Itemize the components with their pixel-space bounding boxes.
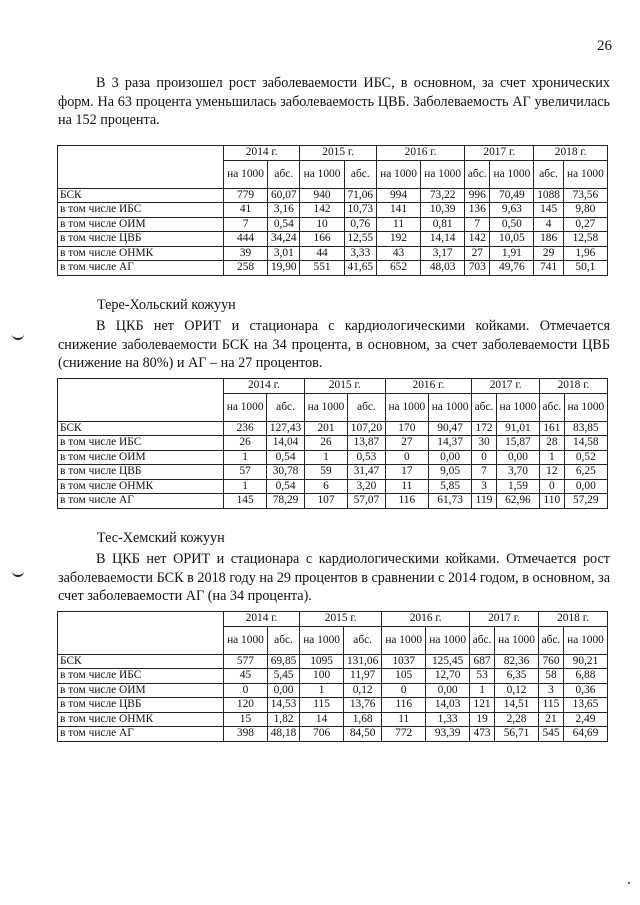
year-header: 2014 г. <box>224 612 300 627</box>
table-cell: 62,96 <box>496 494 539 509</box>
table-cell: 398 <box>224 727 268 742</box>
sub-header: абс. <box>470 626 495 654</box>
sub-header: абс. <box>344 626 382 654</box>
table-cell: 29 <box>534 246 563 261</box>
table-cell: 12,55 <box>344 232 376 247</box>
table-row <box>58 246 608 261</box>
table-cell: 3 <box>472 479 497 494</box>
table-cell: 19 <box>470 712 495 727</box>
table-cell: 3,33 <box>344 246 376 261</box>
table-row <box>58 450 608 465</box>
table-cell: 53 <box>470 669 495 684</box>
table-cell: 0,54 <box>267 450 305 465</box>
table-cell: 0,36 <box>563 683 607 698</box>
table-cell: 170 <box>385 421 428 436</box>
row-label: в том числе ОНМК <box>58 246 224 261</box>
table-cell: 9,80 <box>563 203 607 218</box>
table-cell: 1,68 <box>344 712 382 727</box>
table-row <box>58 727 608 742</box>
table-cell: 0 <box>472 450 497 465</box>
table-cell: 28 <box>540 436 565 451</box>
sub-header: абс. <box>534 160 563 188</box>
table-cell: 127,43 <box>267 421 305 436</box>
table-row <box>58 203 608 218</box>
table-row <box>58 232 608 247</box>
table-cell: 115 <box>539 698 564 713</box>
table-cell: 545 <box>539 727 564 742</box>
table-cell: 1,59 <box>496 479 539 494</box>
row-label: в том числе ЦВБ <box>58 698 224 713</box>
sub-header: абс. <box>268 160 300 188</box>
sub-header: абс. <box>465 160 490 188</box>
row-label: БСК <box>58 188 224 203</box>
sub-header: на 1000 <box>376 160 420 188</box>
table-cell: 73,56 <box>563 188 607 203</box>
table-cell: 444 <box>224 232 268 247</box>
table-cell: 706 <box>300 727 344 742</box>
table-cell: 107,20 <box>348 421 386 436</box>
row-label: в том числе АГ <box>58 494 224 509</box>
sub-header: на 1000 <box>224 626 268 654</box>
year-header: 2016 г. <box>376 146 464 161</box>
table-corner <box>58 612 224 655</box>
year-header: 2017 г. <box>465 146 534 161</box>
table-cell: 2,28 <box>495 712 539 727</box>
table-cell: 31,47 <box>348 465 386 480</box>
table-cell: 473 <box>470 727 495 742</box>
table-cell: 14,03 <box>426 698 470 713</box>
sub-header: на 1000 <box>300 626 344 654</box>
table-cell: 48,03 <box>421 261 465 276</box>
table-corner <box>58 379 224 422</box>
table-cell: 0,54 <box>267 479 305 494</box>
table-cell: 125,45 <box>426 654 470 669</box>
page-number: 26 <box>597 38 612 54</box>
table-cell: 6,25 <box>564 465 607 480</box>
sub-header: на 1000 <box>385 393 428 421</box>
table-cell: 166 <box>300 232 344 247</box>
table-cell: 6 <box>304 479 347 494</box>
year-header: 2015 г. <box>300 612 382 627</box>
table-region-1 <box>57 145 608 276</box>
table-cell: 69,85 <box>267 654 299 669</box>
year-header: 2018 г. <box>540 379 608 394</box>
table-cell: 14,58 <box>564 436 607 451</box>
section-paragraph-tes-khem <box>58 550 610 606</box>
table-row <box>58 479 608 494</box>
table-cell: 50,1 <box>563 261 607 276</box>
table-cell: 3,17 <box>421 246 465 261</box>
table-cell: 0,00 <box>267 683 299 698</box>
section-text-tere-khol: В ЦКБ нет ОРИТ и стационара с кардиологическими койками. Отмечается снижение заболеваемости БСК на 34 процента, в основном, за счет заболеваемости ЦВБ (снижение на 80%) и АГ – на 27 процентов. <box>58 318 610 371</box>
table-cell: 119 <box>472 494 497 509</box>
table-cell: 14,14 <box>421 232 465 247</box>
row-label: в том числе ИБС <box>58 669 224 684</box>
table-cell: 84,50 <box>344 727 382 742</box>
table-cell: 0,81 <box>421 217 465 232</box>
table-cell: 26 <box>304 436 347 451</box>
sub-header: абс. <box>267 393 305 421</box>
table-row <box>58 683 608 698</box>
row-label: БСК <box>58 654 224 669</box>
sub-header: абс. <box>472 393 497 421</box>
table-cell: 41 <box>224 203 268 218</box>
table-row <box>58 494 608 509</box>
table-cell: 57,29 <box>564 494 607 509</box>
sub-header: абс. <box>344 160 376 188</box>
table-cell: 93,39 <box>426 727 470 742</box>
table-cell: 73,22 <box>421 188 465 203</box>
table-cell: 45 <box>224 669 268 684</box>
table-cell: 0,00 <box>564 479 607 494</box>
section-text-tes-khem: В ЦКБ нет ОРИТ и стационара с кардиологическими койками. Отмечается рост заболеваемости БСК в 2018 году на 29 процентов в сравнении с 2014 годом, в основном, за счет заболеваемости АГ (на 34 процента). <box>58 551 610 604</box>
table-cell: 26 <box>224 436 267 451</box>
table-cell: 10 <box>300 217 344 232</box>
scan-speck <box>628 882 630 884</box>
sub-header: на 1000 <box>224 160 268 188</box>
table-cell: 577 <box>224 654 268 669</box>
table-cell: 64,69 <box>563 727 607 742</box>
table-cell: 687 <box>470 654 495 669</box>
year-header: 2015 г. <box>304 379 385 394</box>
table-cell: 12 <box>540 465 565 480</box>
table-cell: 141 <box>376 203 420 218</box>
table-row <box>58 436 608 451</box>
year-header: 2014 г. <box>224 379 305 394</box>
row-label: в том числе ЦВБ <box>58 232 224 247</box>
table-row <box>58 465 608 480</box>
sub-header: на 1000 <box>563 160 607 188</box>
table-cell: 145 <box>534 203 563 218</box>
table-cell: 551 <box>300 261 344 276</box>
table-row <box>58 669 608 684</box>
table-cell: 1 <box>300 683 344 698</box>
table-cell: 1 <box>224 479 267 494</box>
table-cell: 121 <box>470 698 495 713</box>
table-cell: 107 <box>304 494 347 509</box>
sub-header: на 1000 <box>496 393 539 421</box>
table-cell: 5,45 <box>267 669 299 684</box>
table-cell: 3 <box>539 683 564 698</box>
sub-header: на 1000 <box>563 626 607 654</box>
table-cell: 186 <box>534 232 563 247</box>
table-cell: 0,52 <box>564 450 607 465</box>
margin-mark <box>12 332 24 340</box>
table-cell: 110 <box>540 494 565 509</box>
table-cell: 60,07 <box>268 188 300 203</box>
table-cell: 12,70 <box>426 669 470 684</box>
sub-header: на 1000 <box>495 626 539 654</box>
table-cell: 1 <box>540 450 565 465</box>
table-cell: 83,85 <box>564 421 607 436</box>
sub-header: на 1000 <box>304 393 347 421</box>
sub-header: на 1000 <box>224 393 267 421</box>
table-cell: 17 <box>385 465 428 480</box>
table-cell: 120 <box>224 698 268 713</box>
row-label: в том числе АГ <box>58 727 224 742</box>
table-cell: 14,04 <box>267 436 305 451</box>
table-cell: 779 <box>224 188 268 203</box>
table-cell: 27 <box>385 436 428 451</box>
table-cell: 15 <box>224 712 268 727</box>
table-cell: 172 <box>472 421 497 436</box>
year-header: 2016 г. <box>382 612 470 627</box>
table-cell: 1037 <box>382 654 426 669</box>
table-cell: 0,54 <box>268 217 300 232</box>
table-cell: 48,18 <box>267 727 299 742</box>
table-cell: 34,24 <box>268 232 300 247</box>
table-cell: 70,49 <box>490 188 534 203</box>
table-cell: 7 <box>465 217 490 232</box>
table-row <box>58 188 608 203</box>
intro-paragraph <box>58 74 610 130</box>
table-row <box>58 698 608 713</box>
table-cell: 1088 <box>534 188 563 203</box>
table-cell: 652 <box>376 261 420 276</box>
table-row <box>58 654 608 669</box>
table-cell: 3,20 <box>348 479 386 494</box>
table-cell: 201 <box>304 421 347 436</box>
table-cell: 13,87 <box>348 436 386 451</box>
table-cell: 14,53 <box>267 698 299 713</box>
table-cell: 1 <box>304 450 347 465</box>
table-cell: 703 <box>465 261 490 276</box>
sub-header: абс. <box>540 393 565 421</box>
table-corner <box>58 146 224 189</box>
table-cell: 90,21 <box>563 654 607 669</box>
table-cell: 56,71 <box>495 727 539 742</box>
table-cell: 78,29 <box>267 494 305 509</box>
table-cell: 9,05 <box>428 465 471 480</box>
table-cell: 131,06 <box>344 654 382 669</box>
table-cell: 43 <box>376 246 420 261</box>
table-cell: 10,73 <box>344 203 376 218</box>
table-cell: 0 <box>540 479 565 494</box>
table-cell: 142 <box>300 203 344 218</box>
table-cell: 0,00 <box>428 450 471 465</box>
sub-header: на 1000 <box>428 393 471 421</box>
table-cell: 0,12 <box>495 683 539 698</box>
section-paragraph-tere-khol <box>58 317 610 373</box>
table-cell: 1,91 <box>490 246 534 261</box>
intro-text: В 3 раза произошел рост заболеваемости ИБС, в основном, за счет хронических форм. На 63 процента уменьшилась заболеваемость ЦВБ. Заболеваемость АГ увеличилась на 152 процента. <box>58 75 610 128</box>
table-row <box>58 217 608 232</box>
table-cell: 41,65 <box>344 261 376 276</box>
table-cell: 1095 <box>300 654 344 669</box>
sub-header: абс. <box>539 626 564 654</box>
table-cell: 39 <box>224 246 268 261</box>
year-header: 2018 г. <box>534 146 608 161</box>
table-cell: 30,78 <box>267 465 305 480</box>
table-cell: 7 <box>224 217 268 232</box>
table-cell: 10,39 <box>421 203 465 218</box>
table-cell: 0 <box>224 683 268 698</box>
table-cell: 105 <box>382 669 426 684</box>
table-cell: 82,36 <box>495 654 539 669</box>
table-cell: 100 <box>300 669 344 684</box>
table-cell: 6,88 <box>563 669 607 684</box>
table-cell: 0,00 <box>426 683 470 698</box>
row-label: в том числе ОНМК <box>58 479 224 494</box>
table-cell: 760 <box>539 654 564 669</box>
table-cell: 5,85 <box>428 479 471 494</box>
table-cell: 2,49 <box>563 712 607 727</box>
table-cell: 0,27 <box>563 217 607 232</box>
table-region-3 <box>57 611 608 742</box>
row-label: в том числе ОИМ <box>58 683 224 698</box>
table-cell: 90,47 <box>428 421 471 436</box>
table-cell: 11 <box>385 479 428 494</box>
table-cell: 1 <box>224 450 267 465</box>
table-cell: 741 <box>534 261 563 276</box>
table-cell: 0,76 <box>344 217 376 232</box>
section-heading-tes-khem: Тес-Хемский кожуун <box>97 530 225 546</box>
table-cell: 14,37 <box>428 436 471 451</box>
table-cell: 0,00 <box>496 450 539 465</box>
sub-header: на 1000 <box>426 626 470 654</box>
table-cell: 994 <box>376 188 420 203</box>
table-region-2 <box>57 378 608 509</box>
row-label: в том числе ИБС <box>58 436 224 451</box>
table-cell: 11 <box>382 712 426 727</box>
table-cell: 1,96 <box>563 246 607 261</box>
year-header: 2016 г. <box>385 379 472 394</box>
table-cell: 21 <box>539 712 564 727</box>
table-cell: 3,16 <box>268 203 300 218</box>
year-header: 2017 г. <box>470 612 539 627</box>
table-cell: 236 <box>224 421 267 436</box>
table-cell: 11 <box>376 217 420 232</box>
year-header: 2017 г. <box>472 379 540 394</box>
table-cell: 14,51 <box>495 698 539 713</box>
year-header: 2018 г. <box>539 612 608 627</box>
table-cell: 6,35 <box>495 669 539 684</box>
table-cell: 115 <box>300 698 344 713</box>
table-cell: 14 <box>300 712 344 727</box>
margin-mark <box>12 569 24 577</box>
table-cell: 3,70 <box>496 465 539 480</box>
sub-header: абс. <box>267 626 299 654</box>
table-cell: 161 <box>540 421 565 436</box>
table-cell: 0 <box>385 450 428 465</box>
table-cell: 19,90 <box>268 261 300 276</box>
table-cell: 13,76 <box>344 698 382 713</box>
table-cell: 142 <box>465 232 490 247</box>
table-cell: 12,58 <box>563 232 607 247</box>
table-cell: 10,05 <box>490 232 534 247</box>
row-label: БСК <box>58 421 224 436</box>
row-label: в том числе ОНМК <box>58 712 224 727</box>
sub-header: на 1000 <box>490 160 534 188</box>
table-cell: 0,50 <box>490 217 534 232</box>
table-cell: 116 <box>382 698 426 713</box>
table-cell: 0,53 <box>348 450 386 465</box>
table-cell: 116 <box>385 494 428 509</box>
table-cell: 15,87 <box>496 436 539 451</box>
table-cell: 1,33 <box>426 712 470 727</box>
table-row <box>58 261 608 276</box>
table-cell: 0 <box>382 683 426 698</box>
row-label: в том числе АГ <box>58 261 224 276</box>
table-cell: 3,01 <box>268 246 300 261</box>
table-cell: 44 <box>300 246 344 261</box>
table-cell: 59 <box>304 465 347 480</box>
sub-header: на 1000 <box>421 160 465 188</box>
table-cell: 996 <box>465 188 490 203</box>
row-label: в том числе ЦВБ <box>58 465 224 480</box>
table-cell: 58 <box>539 669 564 684</box>
table-cell: 1 <box>470 683 495 698</box>
table-cell: 71,06 <box>344 188 376 203</box>
row-label: в том числе ОИМ <box>58 450 224 465</box>
table-cell: 136 <box>465 203 490 218</box>
table-cell: 27 <box>465 246 490 261</box>
table-cell: 49,76 <box>490 261 534 276</box>
table-cell: 61,73 <box>428 494 471 509</box>
table-cell: 940 <box>300 188 344 203</box>
sub-header: на 1000 <box>564 393 607 421</box>
table-cell: 7 <box>472 465 497 480</box>
year-header: 2015 г. <box>300 146 376 161</box>
table-cell: 258 <box>224 261 268 276</box>
table-cell: 57,07 <box>348 494 386 509</box>
table-cell: 9,63 <box>490 203 534 218</box>
sub-header: абс. <box>348 393 386 421</box>
table-row <box>58 712 608 727</box>
table-cell: 4 <box>534 217 563 232</box>
row-label: в том числе ИБС <box>58 203 224 218</box>
table-cell: 1,82 <box>267 712 299 727</box>
table-cell: 13,65 <box>563 698 607 713</box>
table-cell: 91,01 <box>496 421 539 436</box>
table-cell: 30 <box>472 436 497 451</box>
year-header: 2014 г. <box>224 146 300 161</box>
table-cell: 0,12 <box>344 683 382 698</box>
table-cell: 192 <box>376 232 420 247</box>
table-cell: 772 <box>382 727 426 742</box>
section-heading-tere-khol: Тере-Хольский кожуун <box>97 297 236 313</box>
sub-header: на 1000 <box>382 626 426 654</box>
table-row <box>58 421 608 436</box>
table-cell: 11,97 <box>344 669 382 684</box>
row-label: в том числе ОИМ <box>58 217 224 232</box>
sub-header: на 1000 <box>300 160 344 188</box>
table-cell: 57 <box>224 465 267 480</box>
table-cell: 145 <box>224 494 267 509</box>
